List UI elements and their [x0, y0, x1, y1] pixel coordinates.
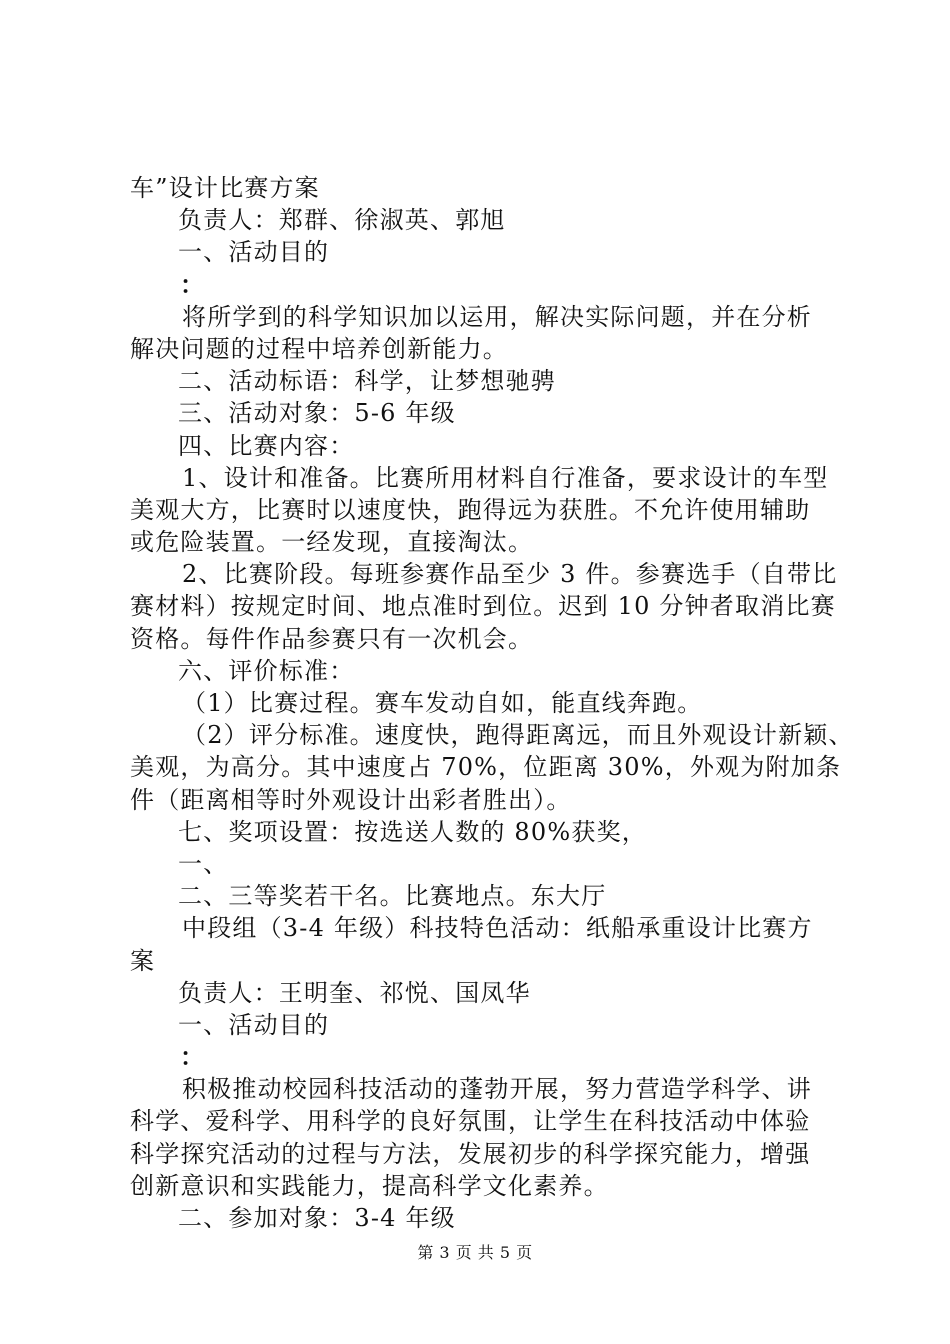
text-line: 负责人：郑群、徐淑英、郭旭 — [178, 206, 506, 235]
text-line: 1、设计和准备。比赛所用材料自行准备，要求设计的车型 — [182, 463, 829, 492]
text-line: （1）比赛过程。赛车发动自如，能直线奔跑。 — [182, 689, 703, 717]
text-line: 赛材料）按规定时间、地点准时到位。迟到 10 分钟者取消比赛 — [130, 592, 836, 621]
section-heading: 六、评价标准： — [178, 656, 355, 685]
text-line: 一、 — [178, 849, 229, 878]
text-line: 二、三等奖若干名。比赛地点。东大厅 — [178, 882, 607, 911]
text-line: 将所学到的科学知识加以运用，解决实际问题，并在分析 — [182, 302, 812, 331]
text-line: 案 — [130, 946, 156, 975]
text-line: 创新意识和实践能力，提高科学文化素养。 — [130, 1171, 609, 1200]
text-line: ： — [180, 1042, 206, 1072]
text-line: 积极推动校园科技活动的蓬勃开展，努力营造学科学、讲 — [182, 1075, 812, 1104]
section-heading: 二、参加对象：3-4 年级 — [178, 1204, 456, 1232]
text-line: 件（距离相等时外观设计出彩者胜出）。 — [130, 785, 572, 814]
section-heading: 七、奖项设置：按选送人数的 80%获奖， — [178, 817, 647, 846]
section-heading: 三、活动对象：5-6 年级 — [178, 399, 456, 428]
text-line: 解决问题的过程中培养创新能力。 — [130, 334, 508, 363]
section-heading: 一、活动目的 — [178, 1010, 330, 1039]
text-line: （2）评分标准。速度快，跑得距离远，而且外观设计新颖、 — [182, 721, 854, 750]
text-line: 资格。每件作品参赛只有一次机会。 — [130, 624, 534, 653]
text-line: 科学、爱科学、用科学的良好氛围，让学生在科技活动中体验 — [130, 1107, 811, 1136]
section-title: 中段组（3-4 年级）科技特色活动：纸船承重设计比赛方 — [182, 914, 813, 943]
text-line: ： — [180, 269, 206, 299]
page-number: 第 3 页 共 5 页 — [417, 1243, 533, 1262]
text-line: 或危险装置。一经发现，直接淘汰。 — [130, 528, 534, 557]
text-line: 车”设计比赛方案 — [130, 174, 320, 202]
section-heading: 四、比赛内容： — [178, 431, 355, 460]
text-line: 科学探究活动的过程与方法，发展初步的科学探究能力，增强 — [130, 1139, 811, 1168]
text-line: 美观大方，比赛时以速度快，跑得远为获胜。不允许使用辅助 — [130, 495, 811, 524]
text-line: 2、比赛阶段。每班参赛作品至少 3 件。参赛选手（自带比 — [182, 560, 838, 589]
section-heading: 一、活动目的 — [178, 238, 330, 267]
section-heading: 二、活动标语：科学，让梦想驰骋 — [178, 367, 556, 396]
document-body — [130, 172, 854, 1234]
text-line: 负责人：王明奎、祁悦、国凤华 — [178, 978, 531, 1007]
text-line: 美观，为高分。其中速度占 70%，位距离 30%，外观为附加条 — [130, 753, 842, 782]
